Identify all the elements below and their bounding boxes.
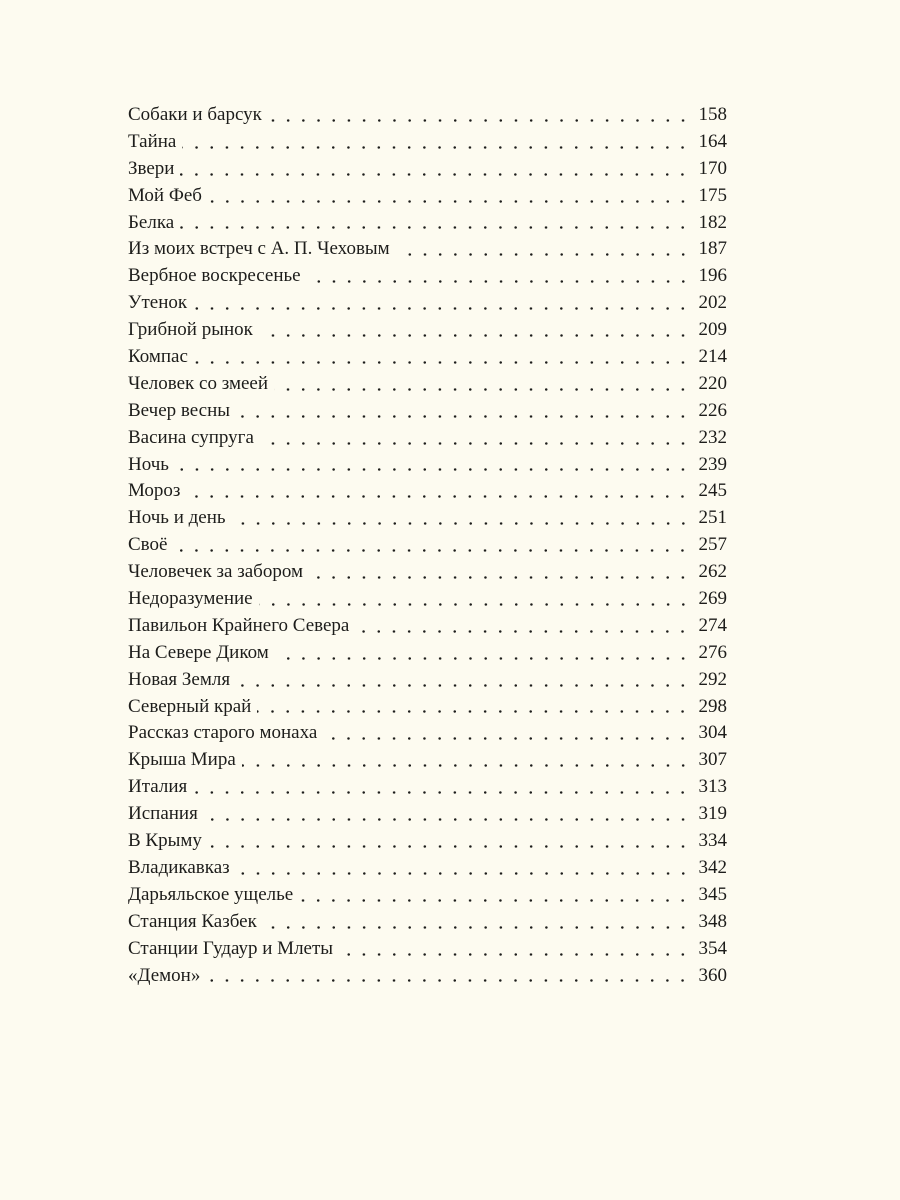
toc-entry[interactable] bbox=[128, 344, 727, 371]
toc-entry[interactable] bbox=[128, 398, 727, 425]
toc-entry-title: На Севере Диком bbox=[128, 641, 269, 663]
table-of-contents bbox=[128, 102, 727, 989]
toc-entry-title: Владикавказ bbox=[128, 856, 230, 878]
dot-leader bbox=[236, 667, 690, 694]
toc-entry-page: 298 bbox=[698, 695, 727, 717]
toc-entry-page: 276 bbox=[698, 641, 727, 663]
toc-entry[interactable] bbox=[128, 613, 727, 640]
toc-entry-title: Собаки и барсук bbox=[128, 104, 262, 125]
toc-entry[interactable] bbox=[128, 963, 727, 990]
toc-entry-page: 342 bbox=[698, 856, 727, 878]
toc-entry-title: Ночь bbox=[128, 453, 169, 475]
toc-entry-title: Недоразумение bbox=[128, 588, 253, 610]
dot-leader bbox=[193, 290, 690, 317]
toc-entry[interactable] bbox=[128, 720, 727, 747]
toc-entry-page: 214 bbox=[698, 346, 727, 368]
toc-entry[interactable] bbox=[128, 156, 727, 183]
dot-leader bbox=[263, 909, 691, 936]
toc-entry-title: Мой Феб bbox=[128, 184, 202, 206]
toc-entry[interactable] bbox=[128, 559, 727, 586]
toc-entry-title: Васина супруга bbox=[128, 426, 254, 448]
toc-entry-page: 319 bbox=[698, 803, 727, 825]
dot-leader bbox=[186, 478, 690, 505]
toc-entry-title: Вербное воскресенье bbox=[128, 265, 301, 287]
dot-leader bbox=[257, 694, 690, 721]
toc-entry[interactable] bbox=[128, 263, 727, 290]
toc-entry[interactable] bbox=[128, 371, 727, 398]
toc-entry-title: Станция Казбек bbox=[128, 910, 257, 932]
toc-entry-page: 354 bbox=[698, 937, 727, 959]
toc-entry-page: 158 bbox=[698, 104, 727, 125]
toc-entry-page: 257 bbox=[698, 534, 727, 556]
toc-entry-title: Из моих встреч с А. П. Чеховым bbox=[128, 238, 390, 260]
dot-leader bbox=[259, 317, 691, 344]
toc-entry[interactable] bbox=[128, 129, 727, 156]
dot-leader bbox=[236, 398, 690, 425]
dot-leader bbox=[260, 425, 691, 452]
toc-entry-page: 164 bbox=[698, 130, 727, 152]
dot-leader bbox=[208, 183, 691, 210]
toc-entry-title: Тайна bbox=[128, 130, 177, 152]
toc-entry-page: 239 bbox=[698, 453, 727, 475]
dot-leader bbox=[193, 774, 690, 801]
toc-entry-title: Испания bbox=[128, 803, 198, 825]
toc-entry-title: Компас bbox=[128, 346, 188, 368]
dot-leader bbox=[307, 263, 691, 290]
toc-entry[interactable] bbox=[128, 290, 727, 317]
toc-entry-title: Ночь и день bbox=[128, 507, 226, 529]
toc-entry-page: 226 bbox=[698, 399, 727, 421]
dot-leader bbox=[175, 452, 691, 479]
toc-entry[interactable] bbox=[128, 102, 727, 129]
toc-entry-page: 307 bbox=[698, 749, 727, 771]
toc-entry-title: Белка bbox=[128, 211, 175, 233]
dot-leader bbox=[299, 882, 690, 909]
toc-entry-page: 274 bbox=[698, 614, 727, 636]
toc-entry[interactable] bbox=[128, 478, 727, 505]
toc-entry-page: 360 bbox=[698, 964, 727, 986]
toc-entry-page: 187 bbox=[698, 238, 727, 260]
toc-entry[interactable] bbox=[128, 855, 727, 882]
toc-entry-title: Новая Земля bbox=[128, 668, 231, 690]
toc-entry[interactable] bbox=[128, 667, 727, 694]
dot-leader bbox=[339, 936, 690, 963]
toc-entry[interactable] bbox=[128, 936, 727, 963]
toc-entry-title: В Крыму bbox=[128, 830, 202, 852]
dot-leader bbox=[182, 129, 690, 156]
toc-entry-page: 313 bbox=[698, 776, 727, 798]
toc-entry[interactable] bbox=[128, 774, 727, 801]
toc-entry-title: Грибной рынок bbox=[128, 319, 253, 341]
dot-leader bbox=[194, 344, 691, 371]
toc-entry[interactable] bbox=[128, 236, 727, 263]
toc-entry-title: Северный край bbox=[128, 695, 252, 717]
toc-entry-page: 304 bbox=[698, 722, 727, 744]
toc-entry-title: Мороз bbox=[128, 480, 181, 502]
toc-entry-title: Звери bbox=[128, 157, 175, 179]
toc-entry-page: 269 bbox=[698, 588, 727, 610]
toc-entry-title: Своё bbox=[128, 534, 168, 556]
dot-leader bbox=[275, 640, 691, 667]
dot-leader bbox=[206, 963, 690, 990]
toc-entry[interactable] bbox=[128, 505, 727, 532]
toc-entry[interactable] bbox=[128, 452, 727, 479]
toc-entry-page: 175 bbox=[698, 184, 727, 206]
dot-leader bbox=[236, 855, 691, 882]
dot-leader bbox=[259, 586, 691, 613]
toc-entry-title: Станции Гудаур и Млеты bbox=[128, 937, 334, 959]
dot-leader bbox=[208, 828, 691, 855]
toc-entry[interactable] bbox=[128, 586, 727, 613]
toc-entry-page: 262 bbox=[698, 561, 727, 583]
dot-leader bbox=[232, 505, 691, 532]
toc-entry-page: 182 bbox=[698, 211, 727, 233]
toc-entry[interactable] bbox=[128, 909, 727, 936]
dot-leader bbox=[309, 559, 690, 586]
toc-entry-title: Утенок bbox=[128, 292, 188, 314]
toc-entry-title: «Демон» bbox=[128, 964, 201, 986]
dot-leader bbox=[355, 613, 690, 640]
dot-leader bbox=[274, 371, 690, 398]
toc-entry-title: Дарьяльское ущелье bbox=[128, 883, 294, 905]
toc-entry-page: 196 bbox=[698, 265, 727, 287]
toc-entry[interactable] bbox=[128, 532, 727, 559]
toc-entry-page: 220 bbox=[698, 372, 727, 394]
toc-entry-title: Человек со змеей bbox=[128, 372, 269, 394]
toc-entry-page: 345 bbox=[698, 883, 727, 905]
toc-entry-page: 232 bbox=[698, 426, 727, 448]
dot-leader bbox=[173, 532, 690, 559]
dot-leader bbox=[323, 720, 690, 747]
toc-entry[interactable] bbox=[128, 640, 727, 667]
toc-entry-title: Италия bbox=[128, 776, 188, 798]
toc-entry[interactable] bbox=[128, 747, 727, 774]
toc-entry-title: Вечер весны bbox=[128, 399, 231, 421]
toc-entry-page: 348 bbox=[698, 910, 727, 932]
toc-entry-page: 202 bbox=[698, 292, 727, 314]
toc-entry[interactable] bbox=[128, 882, 727, 909]
toc-entry[interactable] bbox=[128, 828, 727, 855]
dot-leader bbox=[268, 102, 691, 129]
toc-entry-page: 209 bbox=[698, 319, 727, 341]
dot-leader bbox=[180, 210, 690, 237]
toc-entry-title: Рассказ старого монаха bbox=[128, 722, 318, 744]
toc-entry-page: 245 bbox=[698, 480, 727, 502]
toc-entry[interactable] bbox=[128, 183, 727, 210]
dot-leader bbox=[396, 236, 691, 263]
dot-leader bbox=[180, 156, 690, 183]
toc-entry-page: 334 bbox=[698, 830, 727, 852]
dot-leader bbox=[204, 801, 691, 828]
toc-entry-page: 292 bbox=[698, 668, 727, 690]
toc-entry[interactable] bbox=[128, 210, 727, 237]
toc-entry[interactable] bbox=[128, 317, 727, 344]
toc-entry[interactable] bbox=[128, 425, 727, 452]
toc-entry-page: 170 bbox=[698, 157, 727, 179]
toc-entry-title: Человечек за забором bbox=[128, 561, 304, 583]
toc-entry-title: Крыша Мира bbox=[128, 749, 236, 771]
toc-entry-page: 251 bbox=[698, 507, 727, 529]
dot-leader bbox=[242, 747, 691, 774]
toc-entry[interactable] bbox=[128, 801, 727, 828]
toc-entry[interactable] bbox=[128, 694, 727, 721]
toc-entry-title: Павильон Крайнего Севера bbox=[128, 614, 350, 636]
